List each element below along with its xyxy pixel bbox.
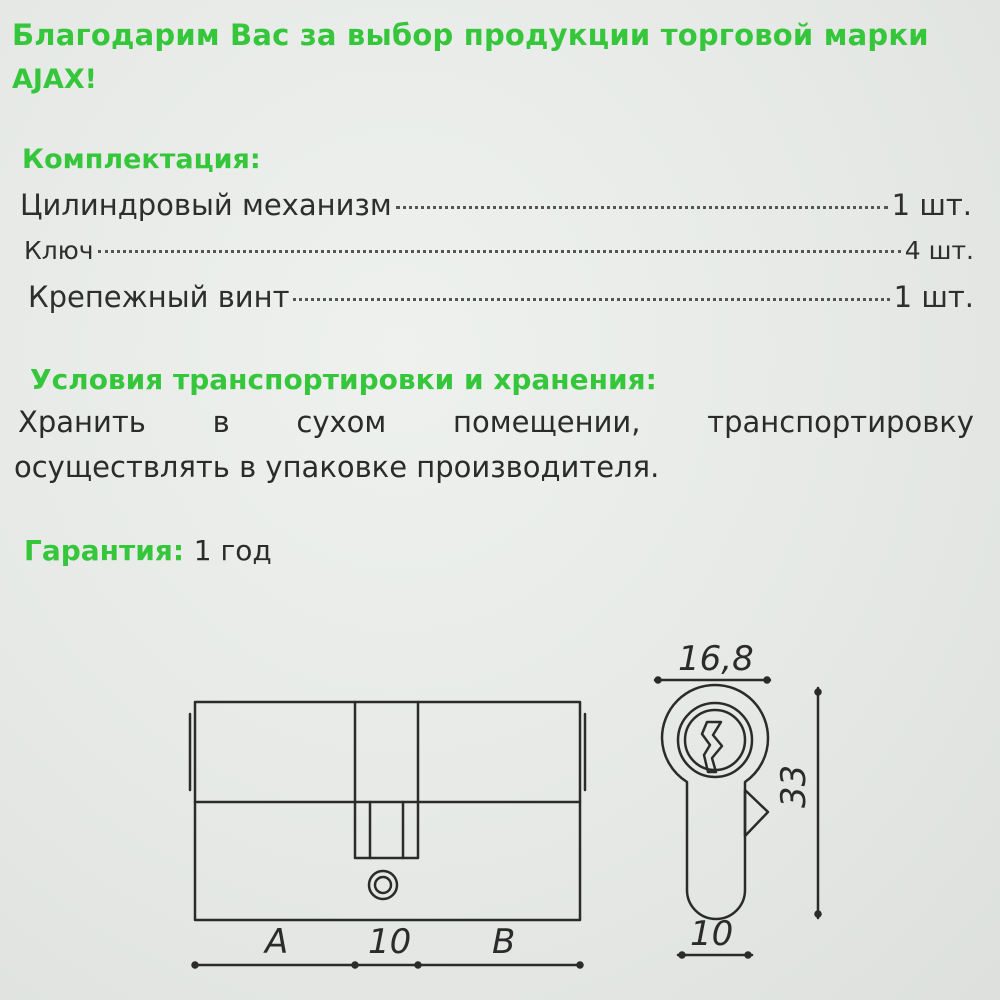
brand-name: AJAX! <box>12 64 97 95</box>
keyway <box>702 722 722 772</box>
dim-width-label: 16,8 <box>678 639 754 679</box>
cylinder-lower-body <box>195 802 580 920</box>
storage-title: Условия транспортировки и хранения: <box>30 363 657 396</box>
height-dimension-line <box>816 688 821 918</box>
cam-tab <box>745 790 768 836</box>
storage-word: помещении, <box>453 405 641 439</box>
kit-item-qty: 1 шт. <box>893 280 974 314</box>
profile-outline <box>662 685 768 919</box>
dim-bottom-label: 10 <box>690 914 734 954</box>
dim-a-label: A <box>265 922 289 962</box>
bottom-dimension-line <box>193 963 583 968</box>
kit-title: Комплектация: <box>22 144 261 175</box>
cylinder-upper-body <box>195 702 580 802</box>
cam-slot <box>355 702 418 858</box>
kit-item-qty: 1 шт. <box>891 188 972 222</box>
storage-text-line-2: осуществлять в упаковке производителя. <box>14 450 660 484</box>
cylinder-side-view <box>190 702 585 920</box>
dim-b-label: B <box>492 922 516 962</box>
storage-word: в <box>212 405 230 439</box>
kit-item-name: Цилиндровый механизм <box>20 188 392 222</box>
warranty-value: 1 год <box>193 534 272 567</box>
warranty-label: Гарантия: <box>24 534 185 567</box>
kit-item-name: Крепежный винт <box>28 280 290 314</box>
cylinder-end-view <box>662 685 768 919</box>
dim-height-label: 33 <box>774 764 814 808</box>
kit-item-name: Ключ <box>24 236 94 265</box>
storage-word: Хранить <box>18 405 146 439</box>
plug-inner <box>685 710 745 770</box>
intro-line-1: Благодарим Вас за выбор продукции торговой марки <box>12 18 929 52</box>
screw-hole <box>369 871 397 899</box>
dim-center-label: 10 <box>368 922 412 962</box>
storage-word: сухом <box>296 405 387 439</box>
storage-word: транспортировку <box>707 405 974 439</box>
kit-item-qty: 4 шт. <box>904 236 974 265</box>
